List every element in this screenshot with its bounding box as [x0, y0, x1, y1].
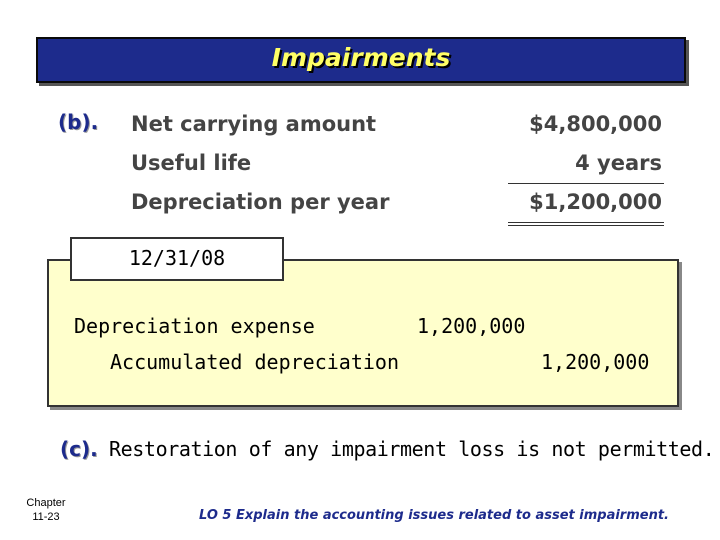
title-bar	[36, 37, 686, 83]
total-double-rule-top	[508, 222, 664, 223]
slide-title: Impairments	[271, 43, 451, 72]
useful-life-value: 4 years	[575, 151, 662, 175]
debit-amount: 1,200,000	[417, 314, 526, 338]
chapter-number: 11-23	[32, 511, 60, 523]
depreciation-per-year-value: $1,200,000	[529, 190, 662, 214]
subtotal-rule	[508, 183, 664, 184]
journal-date: 12/31/08	[128, 246, 226, 270]
total-double-rule-bottom	[508, 225, 664, 226]
learning-objective: LO 5 Explain the accounting issues related to asset impairment.	[199, 508, 669, 523]
useful-life-label: Useful life	[131, 151, 252, 175]
net-carrying-amount-label: Net carrying amount	[131, 112, 377, 136]
debit-account: Depreciation expense	[74, 314, 315, 338]
depreciation-per-year-label: Depreciation per year	[131, 190, 390, 214]
chapter-label: Chapter	[26, 497, 66, 509]
credit-account: Accumulated depreciation	[110, 350, 399, 374]
chapter-reference	[16, 496, 76, 524]
journal-date-tab	[70, 237, 284, 281]
net-carrying-amount-value: $4,800,000	[529, 112, 662, 136]
credit-amount: 1,200,000	[541, 350, 650, 374]
part-b-label: (b).	[58, 110, 99, 134]
part-c-label: (c).	[60, 437, 98, 461]
restoration-note: Restoration of any impairment loss is not permitted.	[109, 437, 715, 461]
